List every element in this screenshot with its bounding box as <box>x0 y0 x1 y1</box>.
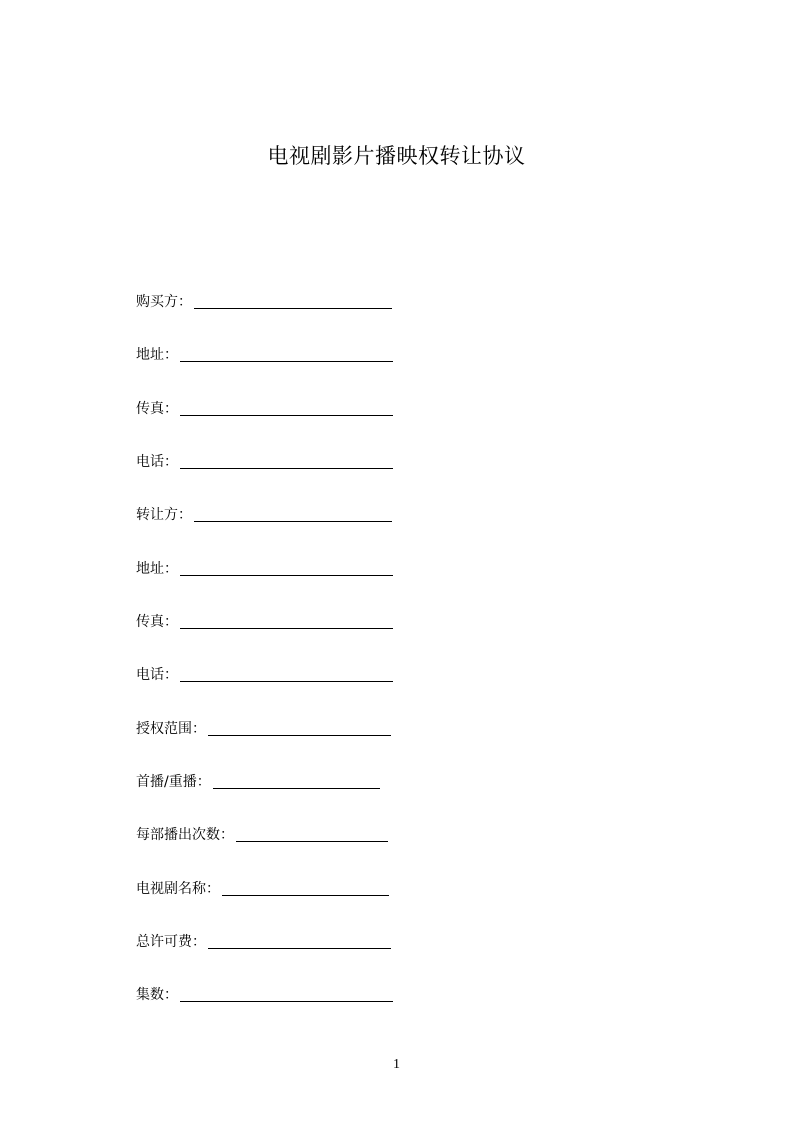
fill-in-line <box>213 772 380 789</box>
field-license-scope <box>136 717 391 739</box>
field-broadcasts-per-series <box>136 823 388 845</box>
field-buyer-address <box>136 343 393 365</box>
page-number: 1 <box>393 1057 400 1072</box>
field-label: 地址： <box>136 561 178 577</box>
fill-in-line <box>194 505 392 522</box>
field-label: 地址： <box>136 347 178 363</box>
fill-in-line <box>208 719 391 736</box>
fill-in-line <box>208 932 391 949</box>
fill-in-line <box>180 665 393 682</box>
fill-in-line <box>180 559 393 576</box>
fill-in-line <box>236 825 388 842</box>
field-label: 购买方： <box>136 294 192 310</box>
field-seller-address <box>136 557 393 579</box>
fill-in-line <box>180 399 393 416</box>
field-label: 首播/重播： <box>136 774 211 790</box>
fill-in-line <box>194 292 392 309</box>
field-total-license-fee <box>136 930 391 952</box>
field-label: 授权范围： <box>136 721 206 737</box>
field-seller-phone <box>136 663 393 685</box>
field-buyer-fax <box>136 397 393 419</box>
fill-in-line <box>180 345 393 362</box>
field-label: 电话： <box>136 454 178 470</box>
field-buyer-phone <box>136 450 393 472</box>
field-series-name <box>136 877 389 899</box>
field-label: 集数： <box>136 987 178 1003</box>
field-label: 电话： <box>136 667 178 683</box>
fill-in-line <box>180 452 393 469</box>
field-buyer <box>136 290 392 312</box>
field-label: 传真： <box>136 614 178 630</box>
field-premiere-rerun <box>136 770 380 792</box>
field-label: 电视剧名称： <box>136 881 220 897</box>
field-label: 传真： <box>136 401 178 417</box>
field-episode-count <box>136 983 393 1005</box>
fill-in-line <box>180 985 393 1002</box>
field-label: 转让方： <box>136 507 192 523</box>
field-seller-fax <box>136 610 393 632</box>
fill-in-line <box>222 879 389 896</box>
field-label: 总许可费： <box>136 934 206 950</box>
field-seller <box>136 503 392 525</box>
document-title: 电视剧影片播映权转让协议 <box>267 144 526 168</box>
fill-in-line <box>180 612 393 629</box>
field-label: 每部播出次数： <box>136 827 234 843</box>
